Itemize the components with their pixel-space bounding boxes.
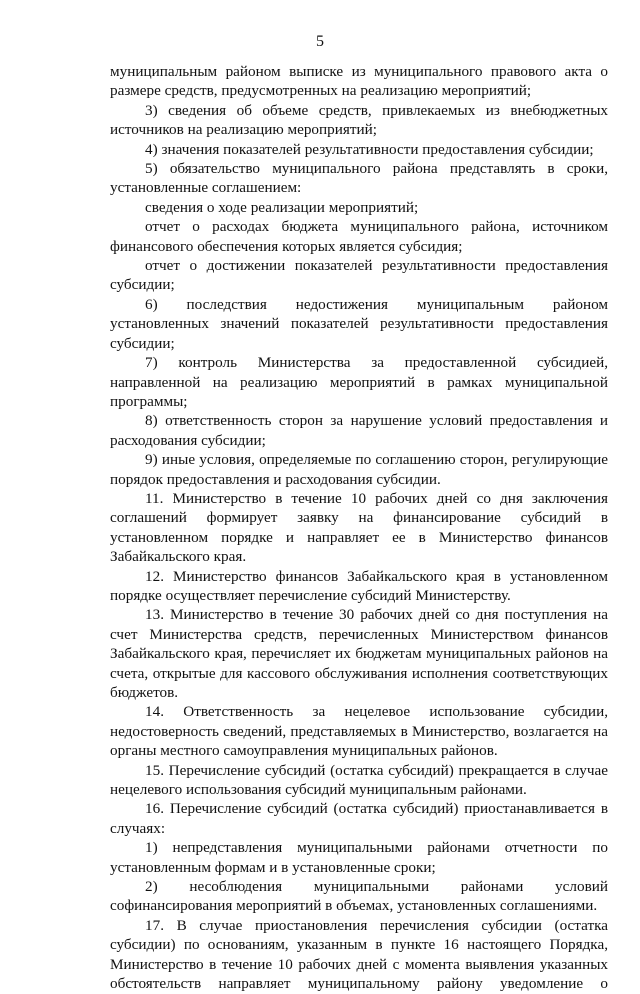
paragraph-item-5: 5) обязательство муниципального района представлять в сроки, установленные соглашением:	[110, 160, 608, 197]
paragraph-item-8: 8) ответственность сторон за нарушение условий предоставления и расходования субсидии;	[110, 412, 608, 449]
paragraph-item-9: 9) иные условия, определяемые по соглашению сторон, регулирующие порядок предоставления и расходования субсидии.	[110, 451, 608, 488]
paragraph-section-16-item-1: 1) непредставления муниципальными районами отчетности по установленным формам и в установленные сроки;	[110, 839, 608, 876]
paragraph-section-14: 14. Ответственность за нецелевое использование субсидии, недостоверность сведений, представляемых в Министерство, возлагается на органы местного самоуправления муниципальных районов.	[110, 703, 608, 760]
paragraph-continuation: муниципальным районом выписке из муниципального правового акта о размере средств, предусмотренных на реализацию мероприятий;	[110, 63, 608, 100]
paragraph-section-11: 11. Министерство в течение 10 рабочих дней со дня заключения соглашений формирует заявку на финансирование субсидий в установленном порядке и направляет ее в Министерство финансов Забайкальского края.	[110, 489, 608, 566]
paragraph-item-3: 3) сведения об объеме средств, привлекаемых из внебюджетных источников на реализацию мероприятий;	[110, 101, 608, 139]
paragraph-section-12: 12. Министерство финансов Забайкальского края в установленном порядке осуществляет перечисление субсидий Министерству.	[110, 567, 608, 604]
paragraph-section-13: 13. Министерство в течение 30 рабочих дней со дня поступления на счет Министерства средств, перечисленных Министерством финансов Забайкальского края, перечисляет их бюджетам муниципальных районов на счета, открытые для кассового обслуживания исполнения соответствующих бюджетов.	[110, 606, 608, 701]
paragraph-section-17: 17. В случае приостановления перечисления субсидии (остатка субсидии) по основаниям, указанным в пункте 16 настоящего Порядка, Министерство в течение 10 рабочих дней с момента выявления указанных обстоятельств направляет муниципальному району уведомление о	[110, 916, 608, 993]
paragraph-item-4: 4) значения показателей результативности предоставления субсидии;	[145, 140, 594, 158]
paragraph-subitem-expenses-report: отчет о расходах бюджета муниципального района, источником финансового обеспечения которых является субсидия;	[110, 218, 608, 255]
page-number: 5	[316, 33, 324, 50]
paragraph-section-16: 16. Перечисление субсидий (остатка субсидий) приостанавливается в случаях:	[110, 800, 608, 837]
paragraph-subitem-indicators-report: отчет о достижении показателей результативности предоставления субсидии;	[110, 257, 608, 294]
paragraph-item-7: 7) контроль Министерства за предоставленной субсидией, направленной на реализацию мероприятий в рамках муниципальной программы;	[110, 354, 608, 410]
paragraph-item-6: 6) последствия недостижения муниципальным районом установленных значений показателей результативности предоставления субсидии;	[110, 295, 608, 352]
paragraph-section-15: 15. Перечисление субсидий (остатка субсидий) прекращается в случае нецелевого использования субсидий муниципальным районами.	[110, 761, 608, 799]
paragraph-section-16-item-2: 2) несоблюдения муниципальными районами условий софинансирования мероприятий в объемах, установленных соглашениями.	[110, 878, 608, 915]
paragraph-subitem-progress: сведения о ходе реализации мероприятий;	[145, 198, 419, 216]
document-body	[110, 62, 608, 994]
